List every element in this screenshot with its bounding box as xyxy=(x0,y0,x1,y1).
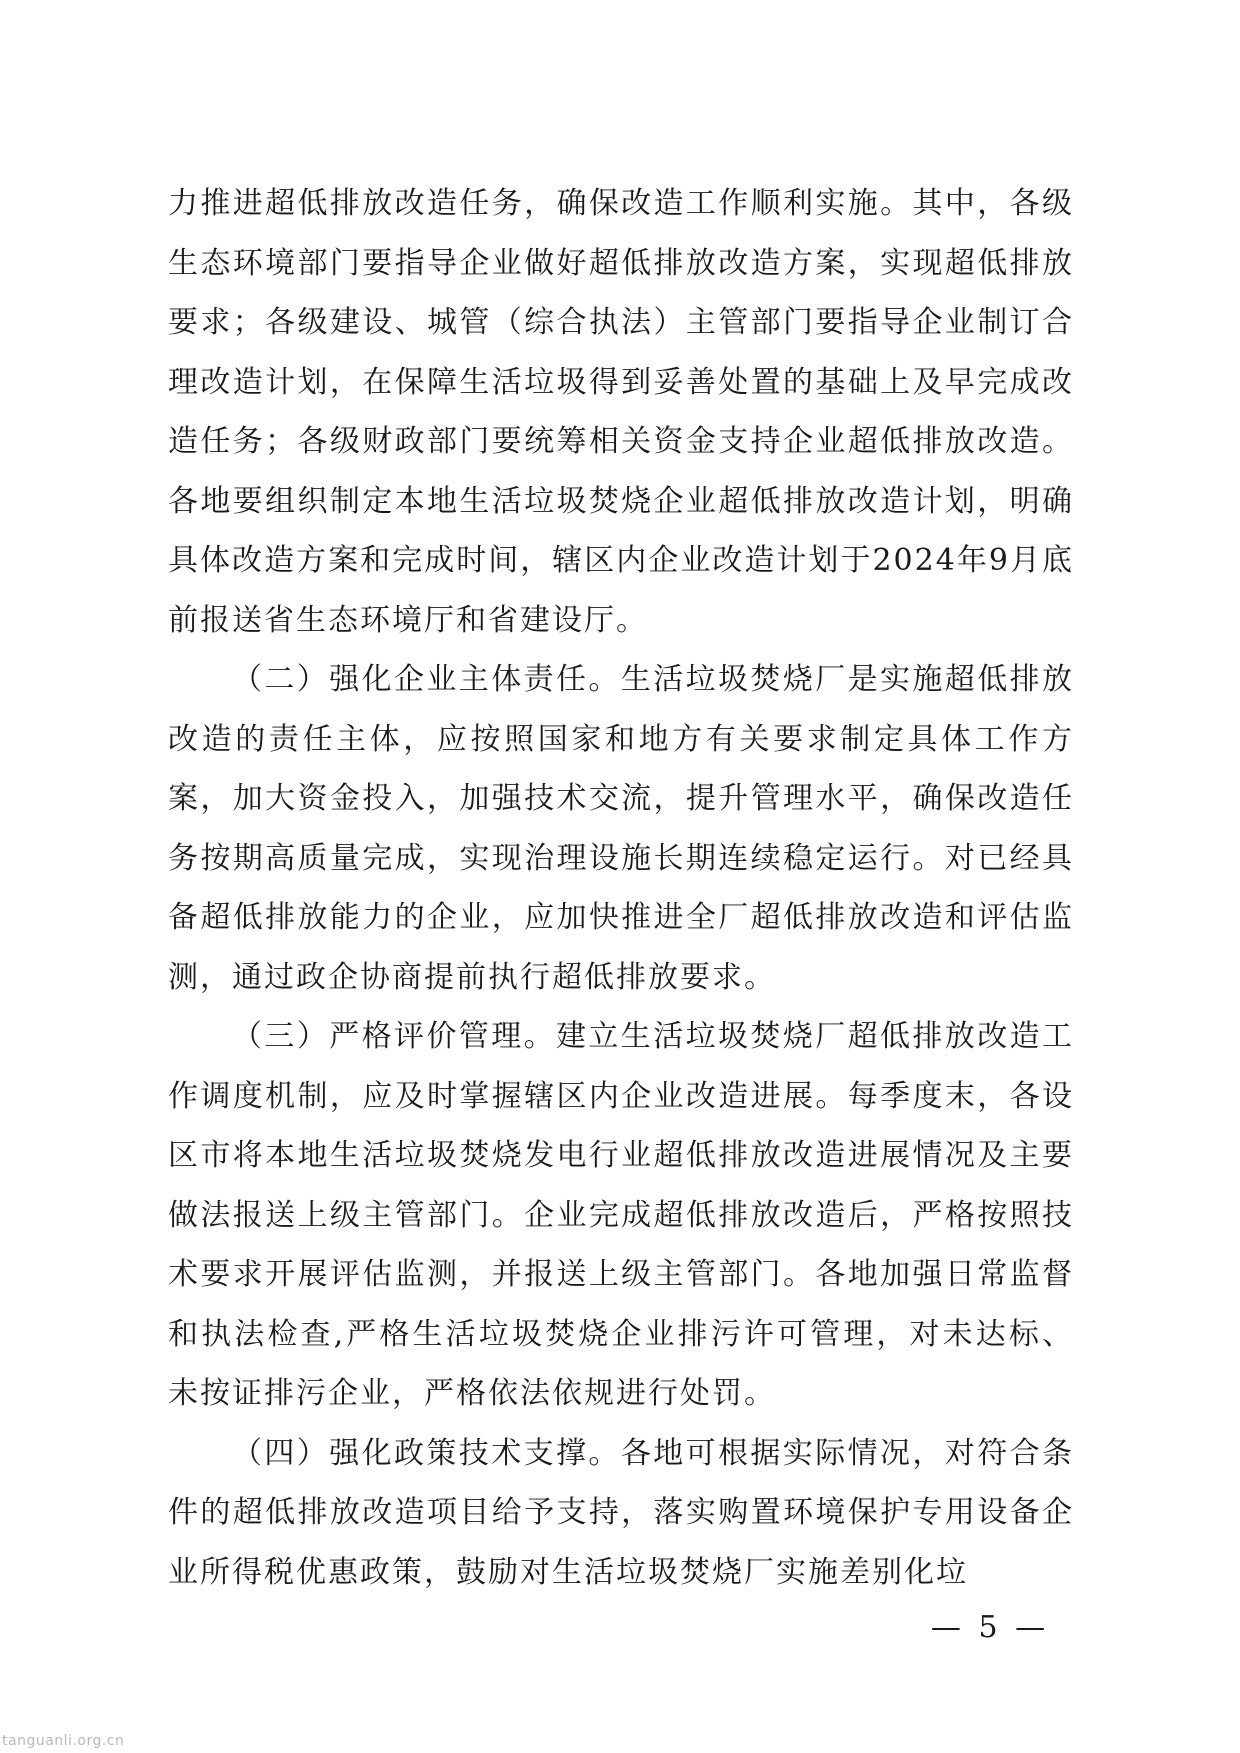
paragraph-lead: （二）强化企业主体责任。 xyxy=(232,662,621,697)
paragraph-1 xyxy=(168,174,1074,650)
paragraph-2 xyxy=(168,650,1074,1007)
watermark-text: tanguanli.org.cn xyxy=(2,1733,125,1749)
document-body xyxy=(168,174,1074,1602)
paragraph-4 xyxy=(168,1424,1074,1603)
paragraph-text: 力推进超低排放改造任务，确保改造工作顺利实施。其中，各级生态环境部门要指导企业做好超低排放改造方案，实现超低排放要求；各级建设、城管（综合执法）主管部门要指导企业制订合理改造计划，在保障生活垃圾得到妥善处置的基础上及早完成改造任务；各级财政部门要统筹相关资金支持企业超低排放改造。各地要组织制定本地生活垃圾焚烧企业超低排放改造计划，明确具体改造方案和完成时间，辖区内企业改造计划于2024年9月底前报送省生态环境厅和省建设厅。 xyxy=(168,186,1074,638)
paragraph-text: 各地可根据实际情况，对符合条件的超低排放改造项目给予支持，落实购置环境保护专用设备企业所得税优惠政策，鼓励对生活垃圾焚烧厂实施差别化垃 xyxy=(168,1435,1075,1590)
paragraph-lead: （四）强化政策技术支撑。 xyxy=(232,1435,621,1471)
paragraph-text: 建立生活垃圾焚烧厂超低排放改造工作调度机制，应及时掌握辖区内企业改造进展。每季度末，各设区市将本地生活垃圾焚烧发电行业超低排放改造进展情况及主要做法报送上级主管部门。企业完成超低排放改造后，严格按照技术要求开展评估监测，并报送上级主管部门。各地加强日常监督和执法检查,严格生活垃圾焚烧企业排污许可管理，对未达标、未按证排污企业，严格依法依规进行处罚。 xyxy=(168,1019,1074,1411)
paragraph-text: 生活垃圾焚烧厂是实施超低排放改造的责任主体，应按照国家和地方有关要求制定具体工作方案，加大资金投入，加强技术交流，提升管理水平，确保改造任务按期高质量完成，实现治理设施长期连续稳定运行。对已经具备超低排放能力的企业，应加快推进全厂超低排放改造和评估监测，通过政企协商提前执行超低排放要求。 xyxy=(168,662,1075,995)
page-number: — 5 — xyxy=(930,1610,1050,1645)
paragraph-lead: （三）严格评价管理。 xyxy=(232,1019,556,1054)
paragraph-3 xyxy=(168,1007,1074,1424)
